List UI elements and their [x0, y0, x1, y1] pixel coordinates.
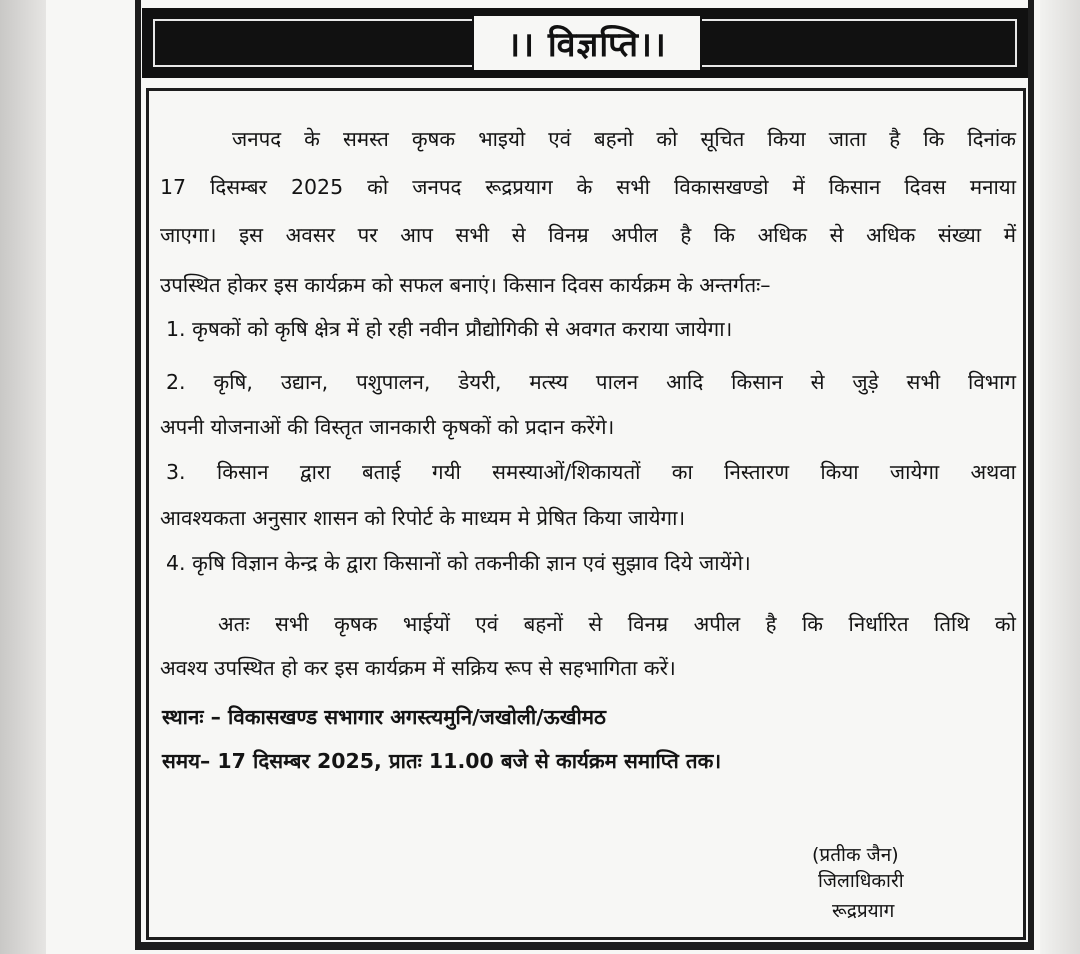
intro-line-2: 17 दिसम्बर 2025 को जनपद रूद्रप्रयाग के सभी विकासखण्डो में किसान दिवस मनाया — [160, 175, 1016, 199]
signatory-name: (प्रतीक जैन) — [812, 844, 899, 866]
time-line: समय– 17 दिसम्बर 2025, प्रातः 11.00 बजे से कार्यक्रम समाप्ति तक। — [162, 749, 722, 773]
appeal-line-1: अतः सभी कृषक भाईयों एवं बहनों से विनम्र अपील है कि निर्धारित तिथि को — [218, 612, 1016, 636]
list-item-1: 1. कृषकों को कृषि क्षेत्र में हो रही नवीन प्रौद्योगिकी से अवगत कराया जायेगा। — [166, 317, 733, 341]
list-item-4: 4. कृषि विज्ञान केन्द्र के द्वारा किसानों को तकनीकी ज्ञान एवं सुझाव दिये जायेंगे। — [166, 551, 751, 575]
page-shadow-right — [1040, 0, 1080, 954]
notice-title-box — [472, 14, 702, 72]
list-item-3-line-2: आवश्यकता अनुसार शासन को रिपोर्ट के माध्यम मे प्रेषित किया जायेगा। — [160, 506, 686, 530]
venue-line: स्थानः – विकासखण्ड सभागार अगस्त्यमुनि/जखोली/ऊखीमठ — [162, 705, 606, 729]
signatory-place: रूद्रप्रयाग — [832, 900, 895, 922]
list-item-2-line-2: अपनी योजनाओं की विस्तृत जानकारी कृषकों को प्रदान करेंगे। — [160, 415, 615, 439]
notice-title: ।। विज्ञप्ति।। — [507, 25, 667, 65]
page-shadow-left — [0, 0, 46, 954]
list-item-2-line-1: 2. कृषि, उद्यान, पशुपालन, डेयरी, मत्स्य पालन आदि किसान से जुड़े सभी विभाग — [166, 370, 1016, 394]
intro-line-4: उपस्थित होकर इस कार्यक्रम को सफल बनाएं। किसान दिवस कार्यक्रम के अन्तर्गतः– — [160, 273, 771, 297]
intro-line-3: जाएगा। इस अवसर पर आप सभी से विनम्र अपील है कि अधिक से अधिक संख्या में — [160, 223, 1016, 247]
list-item-3-line-1: 3. किसान द्वारा बताई गयी समस्याओं/शिकायतों का निस्तारण किया जायेगा अथवा — [166, 460, 1016, 484]
appeal-line-2: अवश्य उपस्थित हो कर इस कार्यक्रम में सक्रिय रूप से सहभागिता करें। — [160, 656, 676, 680]
signatory-designation: जिलाधिकारी — [818, 870, 904, 892]
intro-line-1: जनपद के समस्त कृषक भाइयो एवं बहनो को सूचित किया जाता है कि दिनांक — [232, 127, 1016, 151]
